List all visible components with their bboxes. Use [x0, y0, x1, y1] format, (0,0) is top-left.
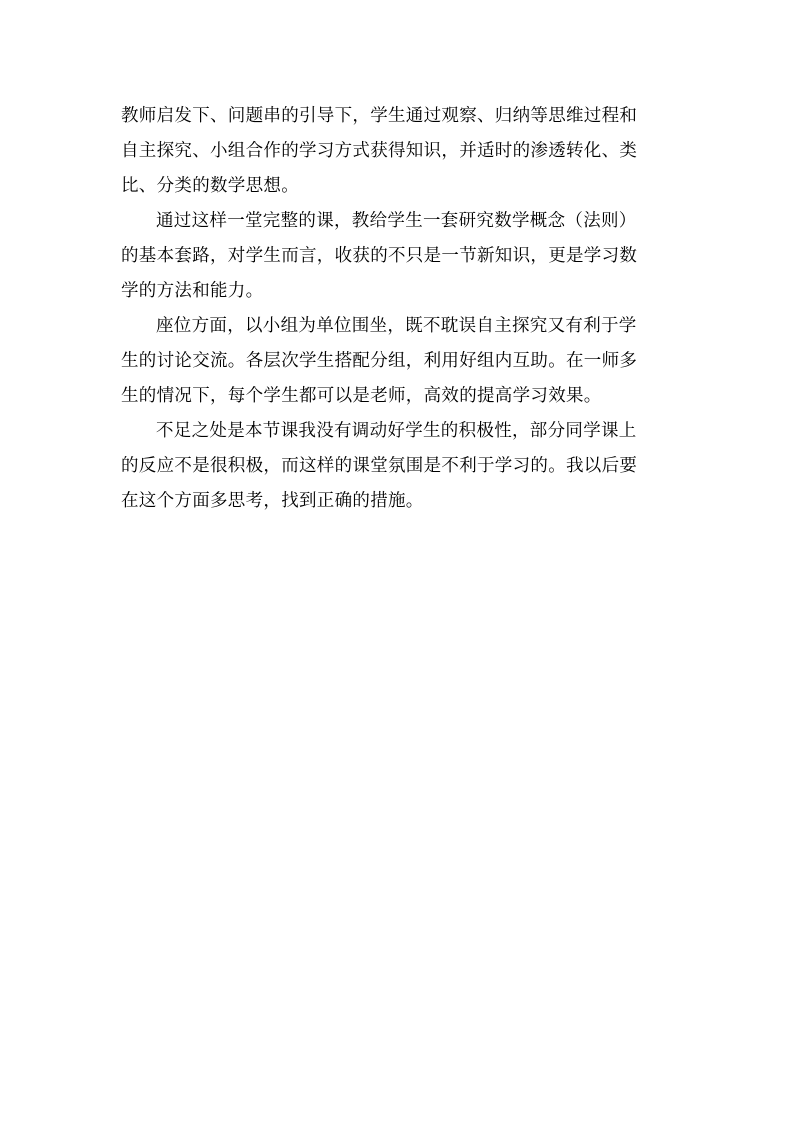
text-line: 的基本套路，对学生而言，收获的不只是一节新知识，更是学习数 [121, 246, 638, 266]
text-line: 教师启发下、问题串的引导下，学生通过观察、归纳等思维过程和 [121, 106, 638, 126]
text-line: 的反应不是很积极，而这样的课堂氛围是不利于学习的。我以后要 [121, 456, 638, 476]
text-line: 学的方法和能力。 [121, 281, 264, 301]
paragraph-3 [121, 309, 669, 414]
text-line: 比、分类的数学思想。 [121, 176, 299, 196]
text-line: 自主探究、小组合作的学习方式获得知识，并适时的渗透转化、类 [121, 141, 638, 161]
text-line: 生的情况下，每个学生都可以是老师，高效的提高学习效果。 [121, 386, 602, 406]
text-line: 通过这样一堂完整的课，教给学生一套研究数学概念（法则） [156, 211, 637, 231]
text-line: 不足之处是本节课我没有调动好学生的积极性，部分同学课上 [156, 421, 637, 441]
paragraph-4 [121, 414, 669, 519]
text-line: 生的讨论交流。各层次学生搭配分组，利用好组内互助。在一师多 [121, 351, 638, 371]
text-line: 在这个方面多思考，找到正确的措施。 [121, 491, 424, 511]
document-body [121, 99, 669, 519]
paragraph-2 [121, 204, 669, 309]
paragraph-1 [121, 99, 669, 204]
text-line: 座位方面，以小组为单位围坐，既不耽误自主探究又有利于学 [156, 316, 637, 336]
